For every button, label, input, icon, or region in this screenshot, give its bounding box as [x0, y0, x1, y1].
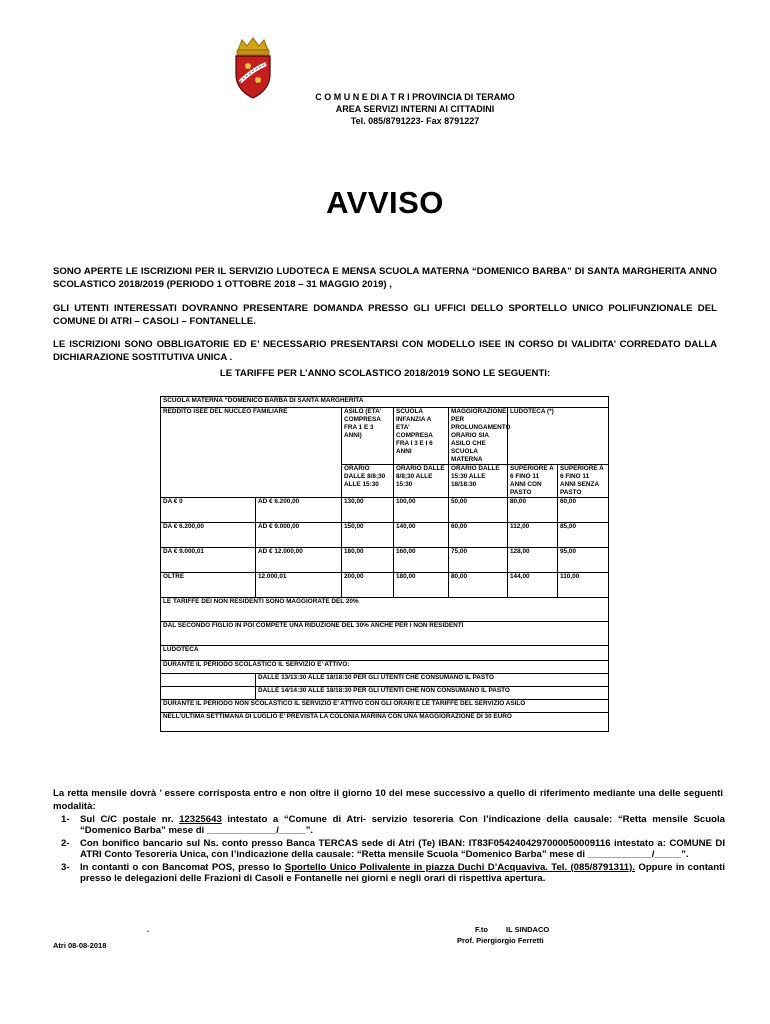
cell-ludoteca-senza-pasto: 110,00 [558, 573, 609, 598]
table-row [161, 523, 609, 548]
cell-ludoteca-con-pasto: 128,00 [508, 548, 558, 573]
cell-ludoteca-senza-pasto: 95,00 [558, 548, 609, 573]
list-number: 1- [61, 814, 70, 825]
list-item [61, 837, 725, 861]
cell-ludoteca-con-pasto: 112,00 [508, 523, 558, 548]
cell-maggiorazione: 50,00 [449, 498, 508, 523]
header-ludoteca: LUDOTECA (*) [508, 408, 609, 465]
table-row [161, 548, 609, 573]
cell-ad: AD € 12.000,00 [256, 548, 342, 573]
cell-ad: AD € 6.200,00 [256, 498, 342, 523]
cell-scuola: 140,00 [394, 523, 449, 548]
cell-scuola: 160,00 [394, 548, 449, 573]
colonia-marina: NELL’ULTIMA SETTIMANA DI LUGLIO E’ PREVISTA LA COLONIA MARINA CON UNA MAGGIORAZIONE DI 30 EURO [161, 713, 609, 732]
ludoteca-con-pasto: SUPERIORE A 6 FINO 11 ANNI CON PASTO [508, 465, 558, 498]
header-line-2: AREA SERVIZI INTERNI AI CITTADINI [335, 104, 495, 114]
orario-maggiorazione: ORARIO DALLE 15:30 ALLE 18/18:30 [449, 465, 508, 498]
modalita-1-text: Sul C/C postale nr. [80, 814, 180, 825]
cell-scuola: 180,00 [394, 573, 449, 598]
header-asilo: ASILO (ETA’ COMPRESA FRA 1 E 3 ANNI) [342, 408, 394, 465]
cell-ludoteca-con-pasto: 144,00 [508, 573, 558, 598]
paragraph-domanda: GLI UTENTI INTERESSATI DOVRANNO PRESENTARE DOMANDA PRESSO GLI UFFICI DELLO SPORTELLO UNICO POLIFUNZIONALE DEL COMUNE DI ATRI – CASOLI – FONTANELLE. [53, 303, 717, 327]
ludoteca-label: LUDOTECA [161, 646, 609, 661]
cell-ludoteca-con-pasto: 80,00 [508, 498, 558, 523]
periodo-non-scolastico: DURANTE IL PERIODO NON SCOLASTICO IL SERVIZIO E’ ATTIVO CON GLI ORARI E LE TARIFFE DEL SERVIZIO ASILO [161, 700, 609, 713]
header-line-3: Tel. 085/8791223- Fax 8791227 [350, 116, 480, 126]
modalita-3-text-end: Oppure in contanti presso le delegazioni delle Frazioni di Casoli e Fontanelle nei giorni e negli orari di rispettiva apertura. [80, 861, 725, 885]
document-date: Atri 08-08-2018 [53, 941, 107, 950]
header-reddito: REDDITO ISEE DEL NUCLEO FAMILIARE [161, 408, 342, 498]
table-title: SCUOLA MATERNA “DOMENICO BARBA DI SANTA MARGHERITA [161, 397, 609, 408]
page-title: AVVISO [326, 185, 444, 220]
cell-ad: 12.000,01 [256, 573, 342, 598]
cell-asilo: 180,00 [342, 548, 394, 573]
signature-fto: F.to [475, 925, 488, 934]
orario-con-pasto: DALLE 13/13:30 ALLE 18/18:30 PER GLI UTENTI CHE CONSUMANO IL PASTO [256, 674, 609, 687]
periodo-scolastico: DURANTE IL PERIODO SCOLASTICO IL SERVIZIO E’ ATTIVO: [161, 661, 609, 674]
cell-asilo: 200,00 [342, 573, 394, 598]
orario-asilo: ORARIO DALLE 8/8;30 ALLE 15:30 [342, 465, 394, 498]
cell-maggiorazione: 60,00 [449, 523, 508, 548]
list-number: 2- [61, 837, 70, 849]
conto-corrente-number: 12325643 [179, 814, 222, 825]
paragraph-iscrizioni: SONO APERTE LE ISCRIZIONI PER IL SERVIZIO LUDOTECA E MENSA SCUOLA MATERNA “DOMENICO BARBA” DI SANTA MARGHERITA ANNO SCOLASTICO 2018/2019 (PERIODO 1 OTTOBRE 2018 – 31 MAGGIO 2019) , [53, 266, 717, 290]
header-scuola: SCUOLA INFANZIA A ETA’ COMPRESA FRA I 3 E I 6 ANNI [394, 408, 449, 465]
header-maggiorazione: MAGGIORAZIONE PER PROLUNGAMENTO ORARIO SIA ASILO CHE SCUOLA MATERNA [449, 408, 508, 465]
cell-da: OLTRE [161, 573, 256, 598]
retta-paragraph: La retta mensile dovrà ’ essere corrisposta entro e non oltre il giorno 10 del mese successivo a quello di riferimento mediante una delle seguenti modalità: [53, 788, 723, 812]
signature-name: Prof. Piergiorgio Ferretti [457, 936, 544, 945]
list-item [61, 861, 725, 885]
modalita-2-text: Con bonifico bancario sul Ns. conto presso Banca TERCAS sede di Atri (Te) IBAN: IT83F0542404297000050009116 intestato a: COMUNE DI ATRI Conto Tesoreria Unica, con l’indicazione della causale: “Retta mensile Scuola “Domenico Barba” mese di ____________/_____”. [80, 837, 725, 861]
cell-ludoteca-senza-pasto: 85,00 [558, 523, 609, 548]
signature-role: IL SINDACO [506, 925, 550, 934]
list-item [61, 814, 725, 837]
note-secondo-figlio: DAL SECONDO FIGLIO IN POI COMPETE UNA RIDUZIONE DEL 30% ANCHE PER I NON RESIDENTI [161, 622, 609, 646]
table-row [161, 573, 609, 598]
sportello-link: Sportello Unico Polivalente in piazza Duchi D’Acquaviva. Tel. (085/8791311). [284, 861, 636, 873]
cell-ludoteca-senza-pasto: 60,00 [558, 498, 609, 523]
paragraph-isee: LE ISCRIZIONI SONO OBBLIGATORIE ED E’ NECESSARIO PRESENTARSI CON MODELLO ISEE IN CORSO DI VALIDITA’ CORREDATO DALLA DICHIARAZIONE SOSTITUTIVA UNICA . [53, 339, 717, 363]
tariffe-table [160, 396, 609, 732]
table-row [161, 498, 609, 523]
cell-scuola: 100,00 [394, 498, 449, 523]
modalita-1-text-end: intestato a “Comune di Atri- servizio tesoreria Con l’indicazione della causale: “Retta mensile Scuola “Domenico Barba” mese di _____________/_____”. [80, 814, 725, 837]
header-line-1: C O M U N E DI A T R I PROVINCIA DI TERAMO [315, 92, 515, 102]
cell-da: DA € 0 [161, 498, 256, 523]
orario-senza-pasto: DALLE 14/14:30 ALLE 18/18:30 PER GLI UTENTI CHE NON CONSUMANO IL PASTO [256, 687, 609, 700]
modalita-list [61, 814, 725, 885]
cell-asilo: 130,00 [342, 498, 394, 523]
ludoteca-senza-pasto: SUPERIORE A 6 FINO 11 ANNI SENZA PASTO [558, 465, 609, 498]
modalita-3-text: In contanti o con Bancomat POS, presso lo [80, 861, 285, 873]
cell-asilo: 150,00 [342, 523, 394, 548]
orario-scuola: ORARIO DALLE 8/8;30 ALLE 15:30 [394, 465, 449, 498]
cell-da: DA € 6.200,00 [161, 523, 256, 548]
paragraph-tariffe-heading: LE TARIFFE PER L’ANNO SCOLASTICO 2018/2019 SONO LE SEGUENTI: [219, 368, 551, 379]
note-non-residenti: LE TARIFFE DEI NON RESIDENTI SONO MAGGIORATE DEL 20% [161, 598, 609, 622]
cell-da: DA € 9.000,01 [161, 548, 256, 573]
cell-maggiorazione: 75,00 [449, 548, 508, 573]
list-number: 3- [61, 861, 70, 873]
cell-ad: AD € 9.000,00 [256, 523, 342, 548]
stray-dot: . [147, 925, 150, 934]
cell-maggiorazione: 80,00 [449, 573, 508, 598]
